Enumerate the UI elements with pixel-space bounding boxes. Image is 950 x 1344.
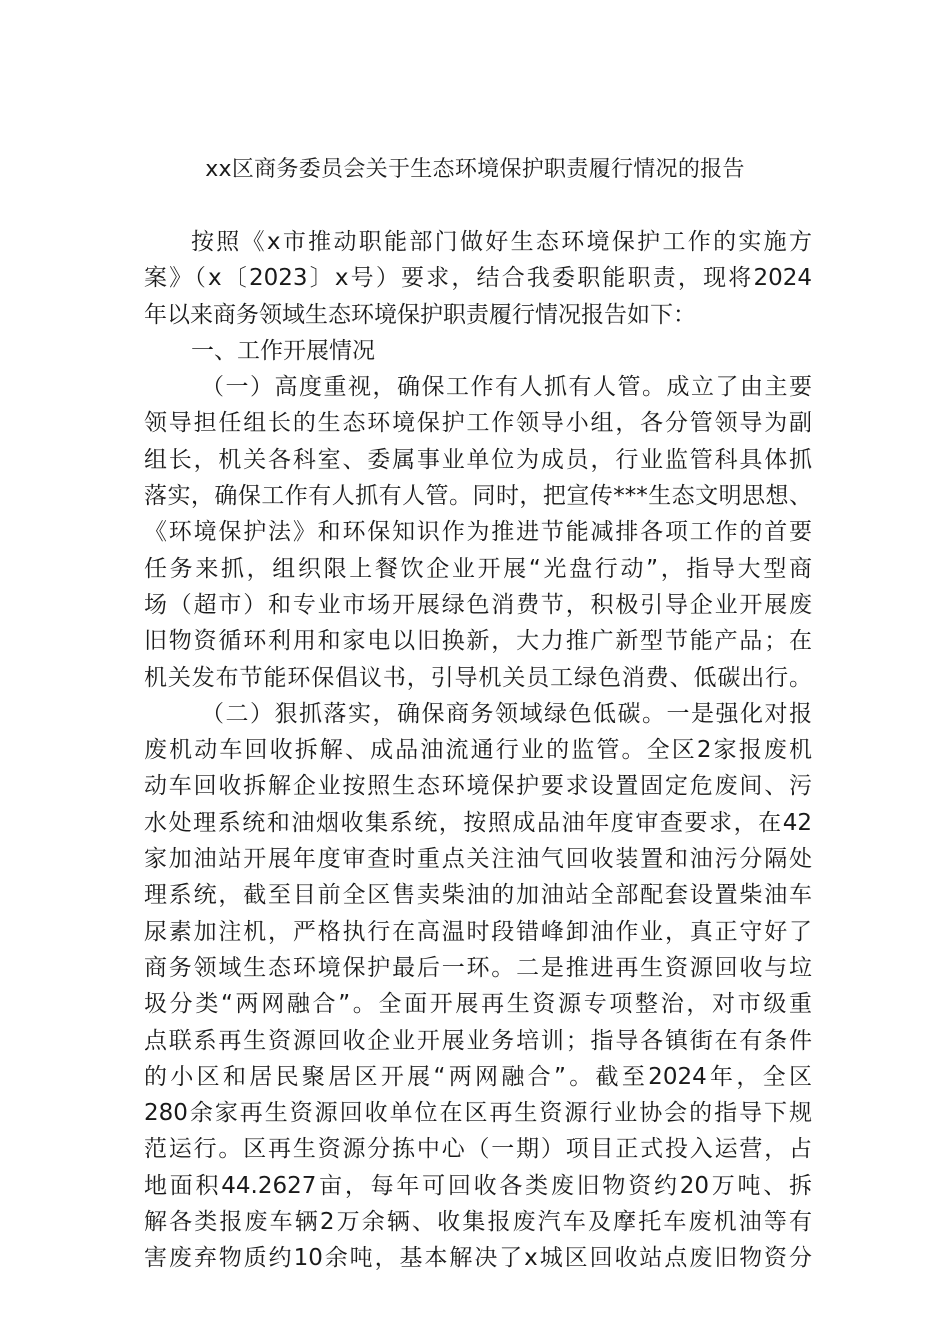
- body-line: 案》（x〔2023〕x号）要求，结合我委职能职责，现将2024: [144, 265, 812, 292]
- body-line: 场（超市）和专业市场开展绿色消费节，积极引导企业开展废: [144, 591, 812, 618]
- body-line: 水处理系统和油烟收集系统，按照成品油年度审查要求，在42: [144, 809, 812, 836]
- body-line: 家加油站开展年度审查时重点关注油气回收装置和油污分隔处: [144, 846, 812, 873]
- body-line: 任务来抓，组织限上餐饮企业开展“光盘行动”，指导大型商: [144, 555, 812, 582]
- body-line: 理系统，截至目前全区售卖柴油的加油站全部配套设置柴油车: [144, 882, 812, 909]
- body-line: 旧物资循环利用和家电以旧换新，大力推广新型节能产品；在: [144, 628, 812, 655]
- body-line: 280余家再生资源回收单位在区再生资源行业协会的指导下规: [144, 1100, 812, 1127]
- body-line: 圾分类“两网融合”。全面开展再生资源专项整治，对市级重: [144, 991, 812, 1018]
- body-line: 领导担任组长的生态环境保护工作领导小组，各分管领导为副: [144, 410, 812, 437]
- body-line: 《环境保护法》和环保知识作为推进节能减排各项工作的首要: [144, 519, 812, 546]
- body-line: 解各类报废车辆2万余辆、收集报废汽车及摩托车废机油等有: [144, 1209, 812, 1236]
- body-line: 机关发布节能环保倡议书，引导机关员工绿色消费、低碳出行。: [144, 664, 812, 691]
- document-body: [144, 224, 812, 1277]
- document-title: xx区商务委员会关于生态环境保护职责履行情况的报告: [205, 157, 745, 182]
- body-line: 组长，机关各科室、委属事业单位为成员，行业监管科具体抓: [144, 446, 812, 473]
- body-line: 按照《x市推动职能部门做好生态环境保护工作的实施方: [191, 229, 812, 255]
- body-line: 范运行。区再生资源分拣中心（一期）项目正式投入运营，占: [144, 1136, 812, 1163]
- body-line: 点联系再生资源回收企业开展业务培训；指导各镇街在有条件: [144, 1027, 812, 1054]
- body-line: 尿素加注机，严格执行在高温时段错峰卸油作业，真正守好了: [144, 918, 812, 945]
- body-line: 落实，确保工作有人抓有人管。同时，把宣传***生态文明思想、: [144, 483, 812, 510]
- body-line: （二）狠抓落实，确保商务领域绿色低碳。一是强化对报: [201, 700, 812, 727]
- body-line: （一）高度重视，确保工作有人抓有人管。成立了由主要: [201, 374, 812, 401]
- body-line: 地面积44.2627亩，每年可回收各类废旧物资约20万吨、拆: [144, 1172, 812, 1199]
- body-line: 害废弃物质约10余吨，基本解决了x城区回收站点废旧物资分: [144, 1245, 812, 1272]
- section-heading: 一、工作开展情况: [191, 337, 375, 364]
- body-line: 的小区和居民聚居区开展“两网融合”。截至2024年，全区: [144, 1063, 812, 1090]
- body-line: 商务领域生态环境保护最后一环。二是推进再生资源回收与垃: [144, 954, 812, 981]
- body-line: 废机动车回收拆解、成品油流通行业的监管。全区2家报废机: [144, 737, 812, 764]
- body-line: 年以来商务领域生态环境保护职责履行情况报告如下：: [144, 301, 696, 328]
- body-line: 动车回收拆解企业按照生态环境保护要求设置固定危废间、污: [144, 773, 812, 800]
